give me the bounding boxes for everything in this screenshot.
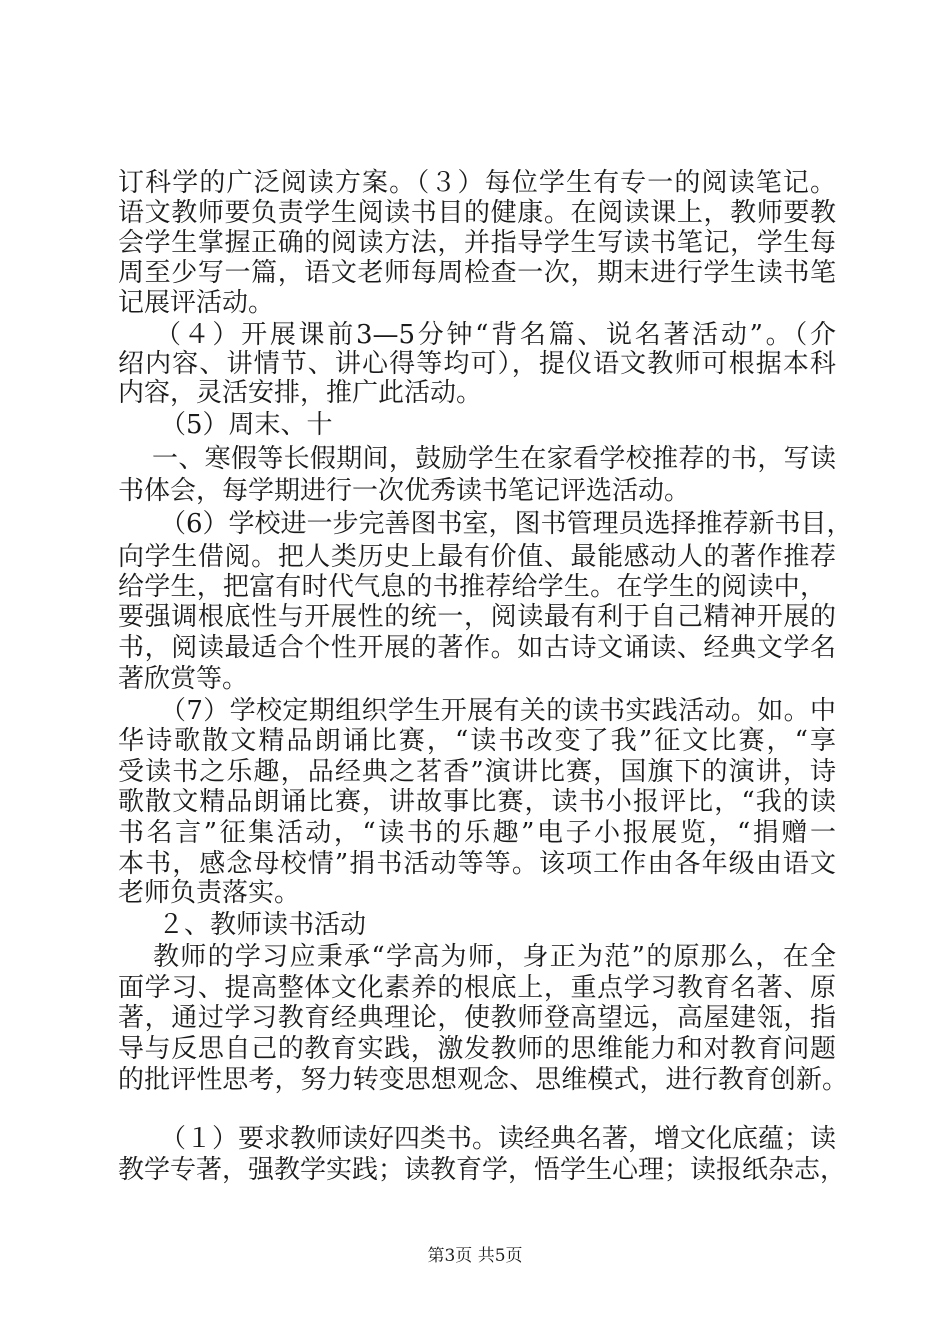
text-line: 老师负责落实。 (118, 878, 301, 908)
text-line: 著欣赏等。 (118, 664, 249, 694)
text-line: （6）学校进一步完善图书室，图书管理员选择推荐新书目， (160, 509, 853, 539)
text-line: 著，通过学习教育经典理论，使教师登高望远，高屋建瓴，指 (118, 1003, 836, 1033)
text-line: 导与反思自己的教育实践，激发教师的思维能力和对教育问题 (118, 1034, 836, 1064)
text-line: 教学专著，强教学实践；读教育学，悟学生心理；读报纸杂志， (118, 1155, 847, 1185)
text-line: 内容，灵活安排，推广此活动。 (118, 378, 483, 408)
text-line: 的批评性思考，努力转变思想观念、思维模式，进行教育创新。 (118, 1065, 848, 1095)
text-line: 给学生，把富有时代气息的书推荐给学生。在学生的阅读中， (118, 572, 826, 602)
text-line: 教师的学习应秉承“学高为师，身正为范”的原那么，在全 (153, 942, 836, 972)
text-line: 书体会，每学期进行一次优秀读书笔记评选活动。 (118, 476, 691, 506)
text-line: （１）要求教师读好四类书。读经典名著，增文化底蕴；读 (160, 1124, 837, 1154)
text-line: 受读书之乐趣，品经典之茗香”演讲比赛，国旗下的演讲，诗 (118, 757, 836, 787)
text-line: 向学生借阅。把人类历史上最有价值、最能感动人的著作推荐 (118, 542, 836, 572)
text-line: 订科学的广泛阅读方案。（３）每位学生有专一的阅读笔记。 (118, 168, 836, 198)
text-line: 歌散文精品朗诵比赛，讲故事比赛，读书小报评比，“我的读 (118, 787, 836, 817)
text-line: （5）周末、十 (160, 410, 333, 440)
text-line: 会学生掌握正确的阅读方法，并指导学生写读书笔记，学生每 (118, 228, 836, 258)
text-line: 要强调根底性与开展性的统一，阅读最有利于自己精神开展的 (118, 602, 836, 632)
text-line: 面学习、提高整体文化素养的根底上，重点学习教育名著、原 (118, 973, 836, 1003)
text-line: 周至少写一篇，语文老师每周检查一次，期末进行学生读书笔 (118, 258, 836, 288)
text-line: 本书，感念母校情”捐书活动等等。该项工作由各年级由语文 (118, 849, 836, 879)
text-line: 一、寒假等长假期间，鼓励学生在家看学校推荐的书，写读 (152, 444, 836, 474)
page-footer: 第3页 共5页 (427, 1246, 523, 1266)
text-line: 绍内容、讲情节、讲心得等均可），提仪语文教师可根据本科 (118, 349, 836, 379)
text-line: 书，阅读最适合个性开展的著作。如古诗文诵读、经典文学名 (118, 633, 836, 663)
text-line: （7）学校定期组织学生开展有关的读书实践活动。如。中 (160, 696, 836, 726)
text-line: 记展评活动。 (118, 288, 275, 318)
text-line: 语文教师要负责学生阅读书目的健康。在阅读课上，教师要教 (118, 198, 836, 228)
text-line: （４）开展课前3—5分钟“背名篇、说名著活动”。（介 (155, 320, 836, 350)
text-line: 书名言”征集活动，“读书的乐趣”电子小报展览，“捐赠一 (118, 818, 836, 848)
text-line: 华诗歌散文精品朗诵比赛，“读书改变了我”征文比赛，“享 (118, 726, 836, 756)
section-heading: ２、教师读书活动 (158, 910, 367, 940)
